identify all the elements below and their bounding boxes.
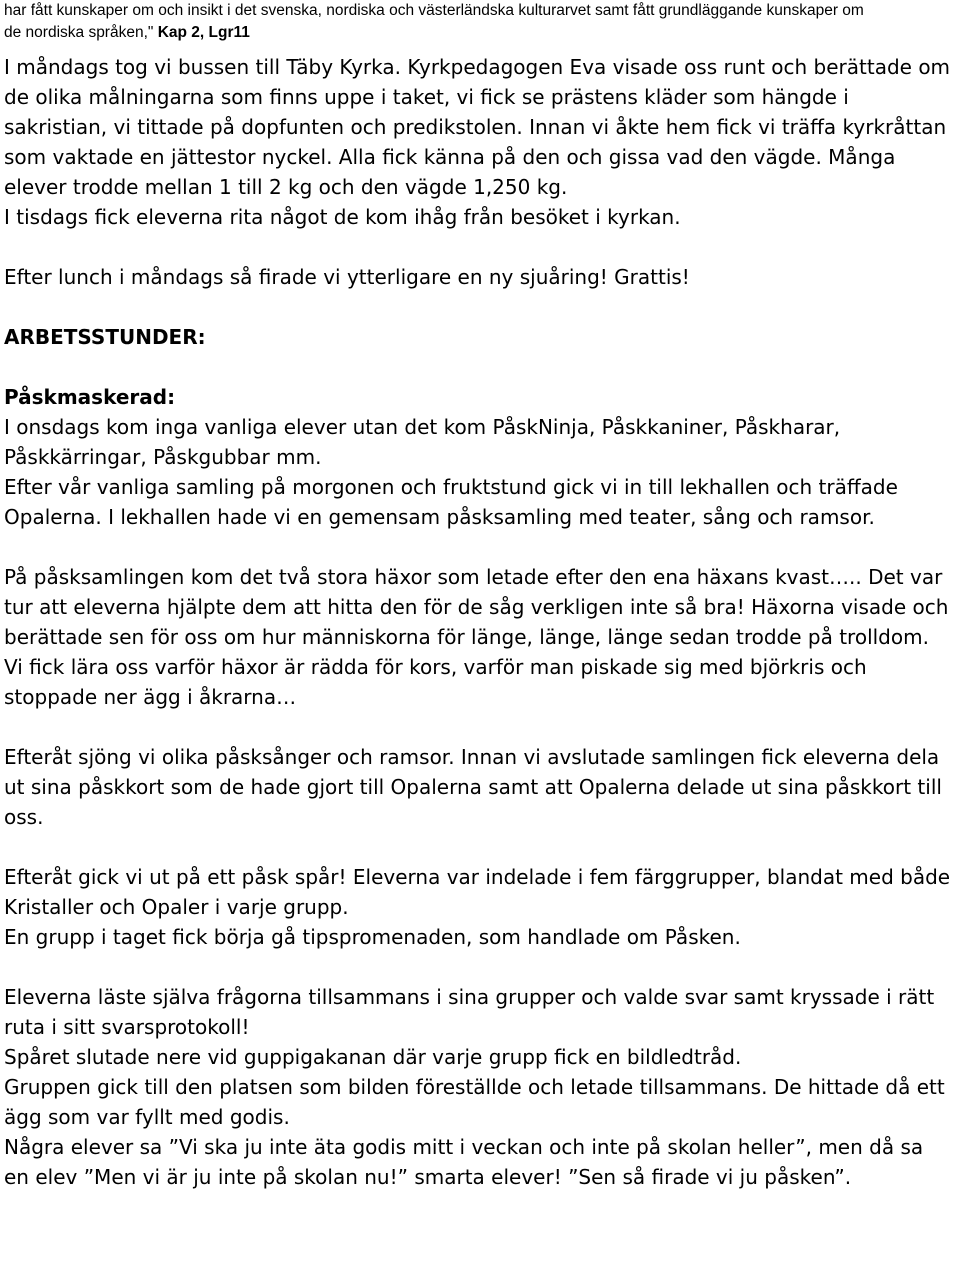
trail-paragraph: Efteråt gick vi ut på ett påsk spår! Eleverna var indelade i fem färggrupper, blandat med både Kristaller och Opaler i varje grupp.	[4, 865, 951, 919]
spacer	[4, 292, 952, 322]
spacer	[4, 232, 952, 262]
curriculum-quote	[4, 0, 952, 44]
songs-paragraph: Efteråt sjöng vi olika påsksånger och ramsor. Innan vi avslutade samlingen fick eleverna dela ut sina påskkort som de hade gjort till Opalerna samt att Opalerna delade ut sina påskkort till oss.	[4, 745, 942, 829]
spacer	[4, 952, 952, 982]
curriculum-quote-text: de nordiska språken,"	[4, 24, 158, 41]
gathering-paragraph: Efter vår vanliga samling på morgonen och fruktstund gick vi in till lekhallen och träffade Opalerna. I lekhallen hade vi en gemensam påsksamling med teater, sång och ramsor.	[4, 475, 898, 529]
masquerade-paragraph: I onsdags kom inga vanliga elever utan det kom PåskNinja, Påskkaniner, Påskharar, Påskkärringar, Påskgubbar mm.	[4, 415, 841, 469]
curriculum-reference: Kap 2, Lgr11	[157, 24, 250, 41]
birthday-paragraph: Efter lunch i måndags så firade vi ytterligare en ny sjuåring! Grattis!	[4, 265, 690, 289]
document-body	[4, 52, 952, 1192]
spacer	[4, 832, 952, 862]
curriculum-quote-line2	[4, 22, 952, 44]
quiz-walk-paragraph: En grupp i taget fick börja gå tipspromenaden, som handlade om Påsken.	[4, 925, 741, 949]
egg-paragraph: Gruppen gick till den platsen som bilden föreställde och letade tillsammans. De hittade då ett ägg som var fyllt med godis.	[4, 1075, 945, 1129]
church-visit-paragraph: I måndags tog vi bussen till Täby Kyrka. Kyrkpedagogen Eva visade oss runt och berättade om de olika målningarna som finns uppe i taket, vi fick se prästens kläder som hängde i sakristian, vi tittade på dopfunten och predikstolen. Innan vi åkte hem fick vi träffa kyrkråttan som vaktade en jättestor nyckel. Alla fick känna på den och gissa vad den vägde. Många elever trodde mellan 1 till 2 kg och den vägde 1,250 kg.	[4, 55, 951, 199]
questions-paragraph: Eleverna läste själva frågorna tillsammans i sina grupper och valde svar samt kryssade i rätt ruta i sitt svarsprotokoll!	[4, 985, 935, 1039]
curriculum-quote-line1: har fått kunskaper om och insikt i det svenska, nordiska och västerländska kulturarvet samt fått grundläggande kunskaper om	[4, 2, 864, 19]
witches-paragraph: På påsksamlingen kom det två stora häxor som letade efter den ena häxans kvast….. Det var tur att eleverna hjälpte dem att hitta den för de såg verkligen inte så bra! Häxorna visade och berättade sen för oss om hur människorna för länge, länge, länge sedan trodde på trolldom. Vi fick lära oss varför häxor är rädda för kors, varför man piskade sig med björkris och stoppade ner ägg i åkrarna…	[4, 565, 949, 709]
spacer	[4, 532, 952, 562]
section-heading: ARBETSSTUNDER:	[4, 325, 206, 349]
spacer	[4, 712, 952, 742]
trail-end-paragraph: Spåret slutade nere vid guppigakanan där varje grupp fick en bildledtråd.	[4, 1045, 742, 1069]
spacer	[4, 352, 952, 382]
candy-paragraph: Några elever sa ”Vi ska ju inte äta godis mitt i veckan och inte på skolan heller”, men då sa en elev ”Men vi är ju inte på skolan nu!” smarta elever! ”Sen så firade vi ju påsken”.	[4, 1135, 924, 1189]
drawing-paragraph: I tisdags fick eleverna rita något de kom ihåg från besöket i kyrkan.	[4, 205, 681, 229]
subsection-heading: Påskmaskerad:	[4, 385, 176, 409]
